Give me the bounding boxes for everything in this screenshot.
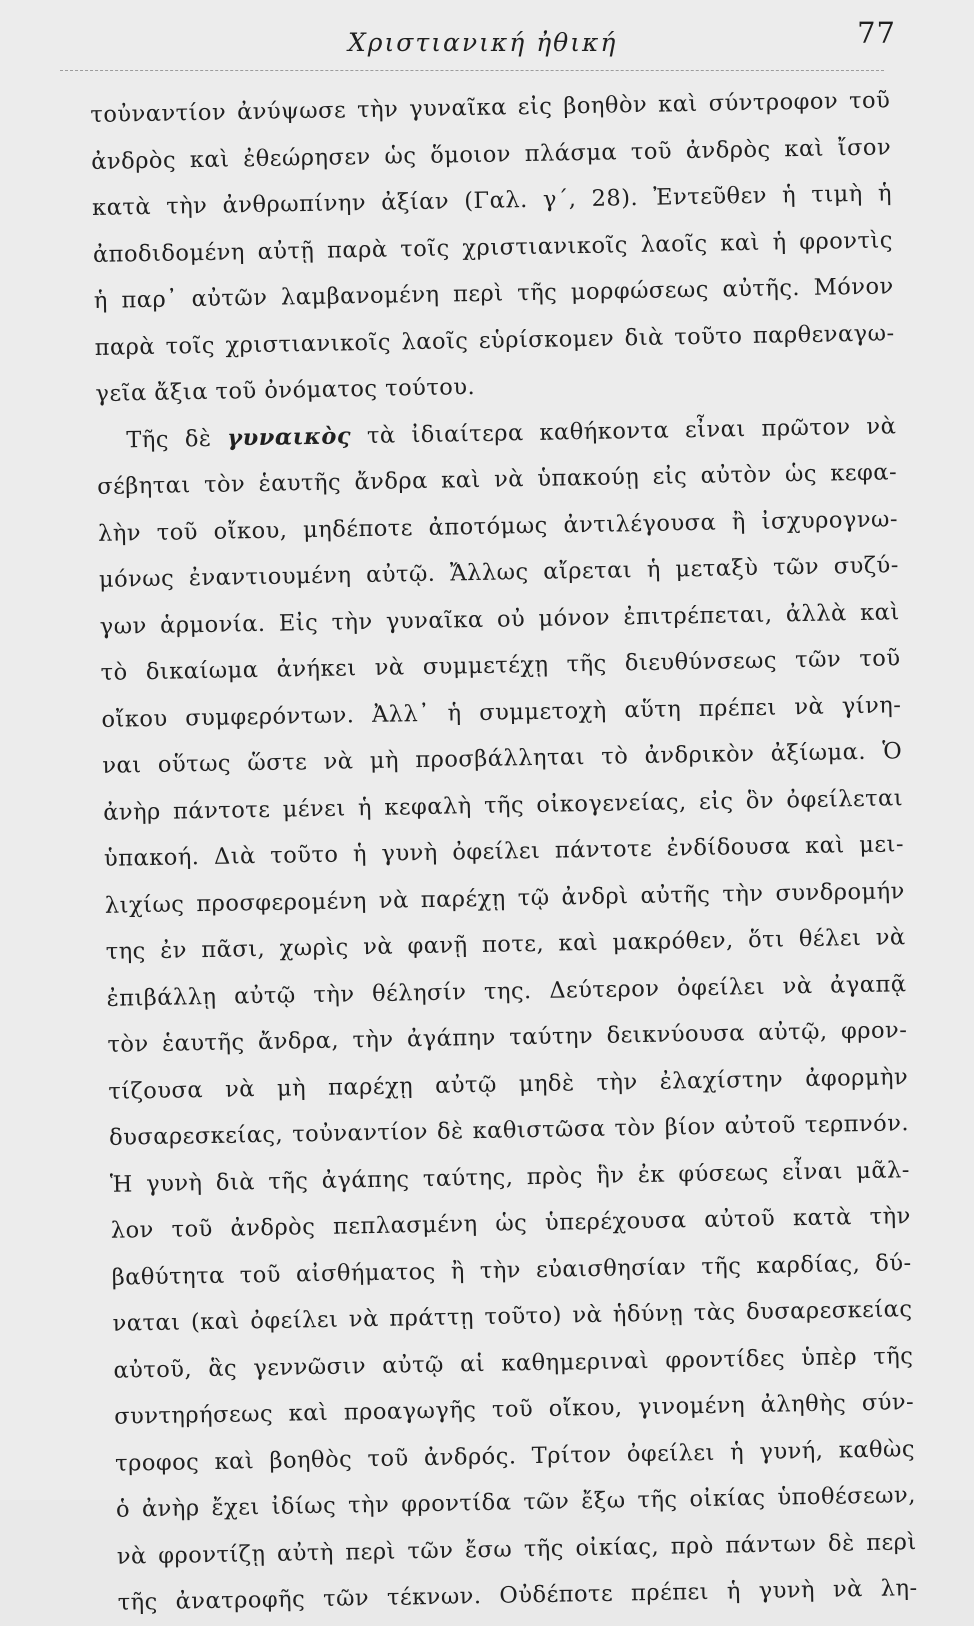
- emphasized-word: γυναικὸς: [227, 422, 352, 452]
- text-line: λὴν τοῦ οἴκου, μηδέποτε ἀποτόμως ἀντιλέγουσα ἢ ἰσχυρογνω-: [97, 505, 899, 547]
- text-line: ναται (καὶ ὀφείλει νὰ πράττῃ τοῦτο) νὰ ἡδύνῃ τὰς δυσαρεσκείας: [112, 1296, 913, 1337]
- text-line: δυσαρεσκείας, τοὐναντίον δὲ καθιστῶσα τὸν βίον αὐτοῦ τερπνόν.: [108, 1110, 910, 1151]
- text-line: λον τοῦ ἀνδρὸς πεπλασμένη ὡς ὑπερέχουσα αὐτοῦ κατὰ τὴν: [110, 1203, 911, 1244]
- text-line: ὁ ἀνὴρ ἔχει ἰδίως τὴν φροντίδα τῶν ἔξω τῆς οἰκίας ὑποθέσεων,: [115, 1482, 917, 1523]
- text-line: βαθύτητα τοῦ αἰσθήματος ἢ τὴν εὐαισθησίαν τῆς καρδίας, δύ-: [111, 1249, 912, 1291]
- text-line: τοὐναντίον ἀνύψωσε τὴν γυναῖκα εἰς βοηθὸν καὶ σύντροφον τοῦ: [90, 87, 891, 128]
- text-line: ἀποδιδομένη αὐτῇ παρὰ τοῖς χριστιανικοῖς λαοῖς καὶ ἡ φροντὶς: [92, 226, 894, 268]
- text-line: μόνως ἐναντιουμένη αὐτῷ. Ἄλλως αἴρεται ἡ μεταξὺ τῶν συζύ-: [98, 552, 900, 593]
- text-line: γεῖα ἄξια τοῦ ὀνόματος τούτου.: [95, 373, 476, 407]
- text-line: συντηρήσεως καὶ προαγωγῆς τοῦ οἴκου, γινομένη ἀληθὴς σύν-: [114, 1389, 915, 1430]
- text-line: τῆς ἀνατροφῆς τῶν τέκνων. Οὐδέποτε πρέπει ἡ γυνὴ νὰ λη-: [117, 1575, 918, 1616]
- text-line: τὸν ἑαυτῆς ἄνδρα, τὴν ἀγάπην ταύτην δεικνύουσα αὐτῷ, φρον-: [107, 1017, 908, 1058]
- line-text-before: Τῆς δὲ: [126, 425, 228, 453]
- text-line: ἡ παρ᾽ αὐτῶν λαμβανομένη περὶ τῆς μορφώσεως αὐτῆς. Μόνον: [93, 273, 894, 314]
- line-text-after: τὰ ἰδιαίτερα καθήκοντα εἶναι πρῶτον νὰ: [366, 412, 897, 449]
- text-line: αὐτοῦ, ἃς γεννῶσιν αὐτῷ αἱ καθημεριναὶ φροντίδες ὑπὲρ τῆς: [113, 1342, 914, 1384]
- text-line: της ἐν πᾶσι, χωρὶς νὰ φανῇ ποτε, καὶ μακρόθεν, ὅτι θέλει νὰ: [105, 924, 906, 965]
- text-line: ἀνὴρ πάντοτε μένει ἡ κεφαλὴ τῆς οἰκογενείας, εἰς ὃν ὀφείλεται: [102, 784, 904, 826]
- text-line: λιχίως προσφερομένη νὰ παρέχῃ τῷ ἀνδρὶ αὐτῆς τὴν συνδρομήν: [104, 877, 906, 919]
- text-line: παρὰ τοῖς χριστιανικοῖς λαοῖς εὑρίσκομεν διὰ τοῦτο παρθεναγω-: [94, 319, 895, 361]
- text-line: τίζουσα νὰ μὴ παρέχῃ αὐτῷ μηδὲ τὴν ἐλαχίστην ἀφορμὴν: [108, 1063, 909, 1105]
- text-line: σέβηται τὸν ἑαυτῆς ἄνδρα καὶ νὰ ὑπακούῃ εἰς αὐτὸν ὡς κεφα-: [97, 459, 898, 500]
- text-line: γων ἁρμονία. Εἰς τὴν γυναῖκα οὐ μόνον ἐπιτρέπεται, ἀλλὰ καὶ: [99, 598, 900, 640]
- text-line: οἴκου συμφερόντων. Ἀλλ᾽ ἡ συμμετοχὴ αὕτη πρέπει νὰ γίνη-: [101, 691, 902, 733]
- text-line: ἐπιβάλλῃ αὐτῷ τὴν θέλησίν της. Δεύτερον ὀφείλει νὰ ἀγαπᾷ: [106, 970, 907, 1012]
- page-number: 77: [857, 16, 896, 50]
- body-text: [90, 77, 918, 1626]
- text-line: Ἡ γυνὴ διὰ τῆς ἀγάπης ταύτης, πρὸς ἣν ἐκ φύσεως εἶναι μᾶλ-: [109, 1156, 911, 1198]
- text-line: νὰ φροντίζῃ αὐτὴ περὶ τῶν ἔσω τῆς οἰκίας, πρὸ πάντων δὲ περὶ: [116, 1528, 917, 1570]
- text-line: κατὰ τὴν ἀνθρωπίνην ἀξίαν (Γαλ. γ´, 28). Ἐντεῦθεν ἡ τιμὴ ἡ: [91, 180, 893, 221]
- text-line: τροφος καὶ βοηθὸς τοῦ ἀνδρός. Τρίτον ὀφείλει ἡ γυνή, καθὼς: [114, 1435, 916, 1477]
- text-line: τὸ δικαίωμα ἀνήκει νὰ συμμετέχῃ τῆς διευθύνσεως τῶν τοῦ: [100, 645, 901, 686]
- page-header: [60, 16, 896, 71]
- text-line: ἀνδρὸς καὶ ἐθεώρησεν ὡς ὅμοιον πλάσμα τοῦ ἀνδρὸς καὶ ἴσον: [91, 133, 892, 175]
- text-line: ναι οὕτως ὥστε νὰ μὴ προσβάλληται τὸ ἀνδρικὸν ἀξίωμα. Ὁ: [102, 738, 903, 779]
- text-line: ὑπακοή. Διὰ τοῦτο ἡ γυνὴ ὀφείλει πάντοτε ἐνδίδουσα καὶ μει-: [103, 831, 905, 872]
- running-title: Χριστιανική ἠθική: [348, 28, 618, 57]
